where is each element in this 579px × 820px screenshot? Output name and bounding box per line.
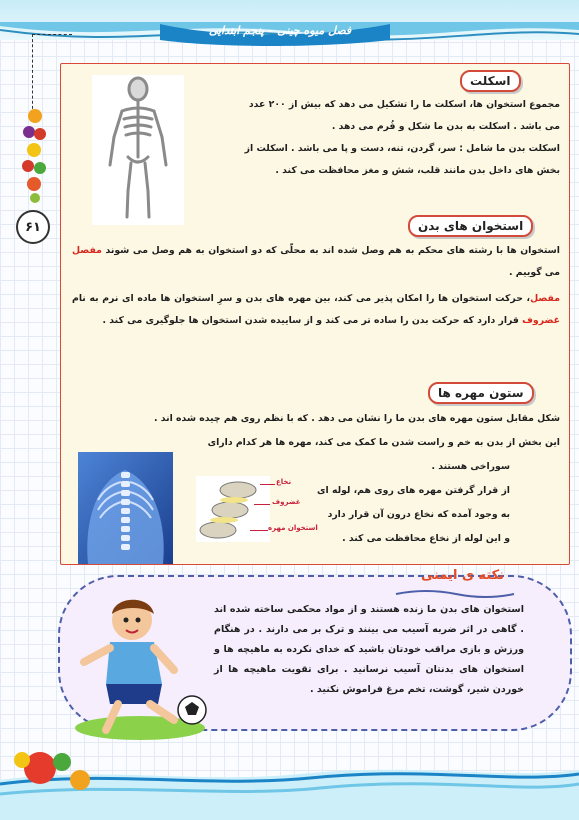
bones-text: استخوان ها با رشته های محکم به هم وصل شده اند به محلّی که دو استخوان به هم وصل می شوند bbox=[101, 245, 560, 256]
spine-line: این بخش از بدن به خم و راست شدن ما کمک می کند، مهره ها هر کدام دارای bbox=[207, 437, 560, 448]
bones-text: ، حرکت استخوان ها را امکان پذیر می کند، بین مهره های بدن و سرِ استخوان ها ماده ای نرم به نام bbox=[72, 293, 531, 304]
header-title: فصل میوه چینی – پنجم ابتدایی bbox=[208, 24, 352, 37]
dashed-connector bbox=[32, 34, 72, 35]
term-cartilage: غضروف bbox=[522, 315, 560, 326]
safety-note-title: نکته ی ایمنی bbox=[420, 568, 505, 583]
title-underline-decoration bbox=[394, 588, 516, 598]
skeleton-illustration bbox=[92, 75, 184, 225]
fruit-cluster-icon bbox=[20, 108, 50, 203]
section-title-bones: استخوان های بدن bbox=[408, 215, 533, 237]
vertebra-illustration bbox=[196, 476, 270, 542]
boy-playing-football-illustration bbox=[70, 592, 215, 742]
skeleton-line: اسکلت بدن ما شامل : سر، گردن، تنه، دست و پا می باشد . اسکلت از bbox=[244, 143, 560, 154]
section-title-spine: ستون مهره ها bbox=[428, 382, 534, 404]
label-vertebra: استخوان مهره bbox=[268, 524, 318, 532]
label-cartilage: غضروف bbox=[272, 498, 301, 506]
bones-paragraph-1 bbox=[72, 240, 560, 284]
bones-text: می گوییم . bbox=[509, 267, 560, 278]
bones-paragraph-2 bbox=[72, 288, 560, 332]
term-joint: مفصل bbox=[72, 245, 102, 256]
spine-line: از قرار گرفتن مهره های روی هم، لوله ای bbox=[317, 485, 510, 496]
skeleton-line: می باشد . اسکلت به بدن ما شکل و فُرم می دهد . bbox=[331, 121, 560, 132]
term-joint: مفصل bbox=[530, 293, 560, 304]
spine-line: به وجود آمده که نخاع درون آن قرار دارد bbox=[327, 509, 510, 520]
page-number: ۶۱ bbox=[16, 210, 50, 244]
label-line bbox=[250, 530, 268, 531]
safety-note-text: استخوان های بدن ما زنده هستند و از مواد محکمی ساخته شده اند . گاهی در اثر ضربه آسیب می بینند و ترک بر می دارند . در هنگام ورزش و بازی مراقب خودتان باشید که خدای نکرده به ماهیچه ها و استخوان های بدنتان آسیب نرسانید . برای تقویت ماهیچه ها از خوردن شیر، گوشت، تخم مرغ فراموش نکنید . bbox=[214, 604, 524, 695]
dashed-connector-vertical bbox=[32, 34, 33, 114]
bones-text: قرار دارد که حرکت بدن را ساده تر می کند و از ساییده شدن استخوان ها جلوگیری می کند . bbox=[102, 315, 523, 326]
skeleton-line: مجموع استخوان ها، اسکلت ما را تشکیل می دهد که بیش از ۲۰۰ عدد bbox=[248, 99, 560, 110]
spine-line: شکل مقابل ستون مهره های بدن ما را نشان می دهد . که با نظم روی هم چیده شده اند . bbox=[153, 413, 560, 424]
spine-line: سوراخی هستند . bbox=[431, 461, 510, 472]
section-title-skeleton: اسکلت bbox=[460, 70, 521, 92]
spine-line: و این لوله از نخاع محافظت می کند . bbox=[342, 533, 510, 544]
label-line bbox=[260, 484, 275, 485]
label-line bbox=[254, 504, 270, 505]
bottom-wave-decoration bbox=[0, 740, 579, 820]
label-spinal-cord: نخاع bbox=[276, 478, 292, 486]
skeleton-paragraph bbox=[195, 94, 560, 182]
skeleton-line: بخش های داخل بدن مانند قلب، شش و مغز محافظت می کند . bbox=[275, 165, 560, 176]
spine-xray-illustration bbox=[78, 452, 173, 564]
